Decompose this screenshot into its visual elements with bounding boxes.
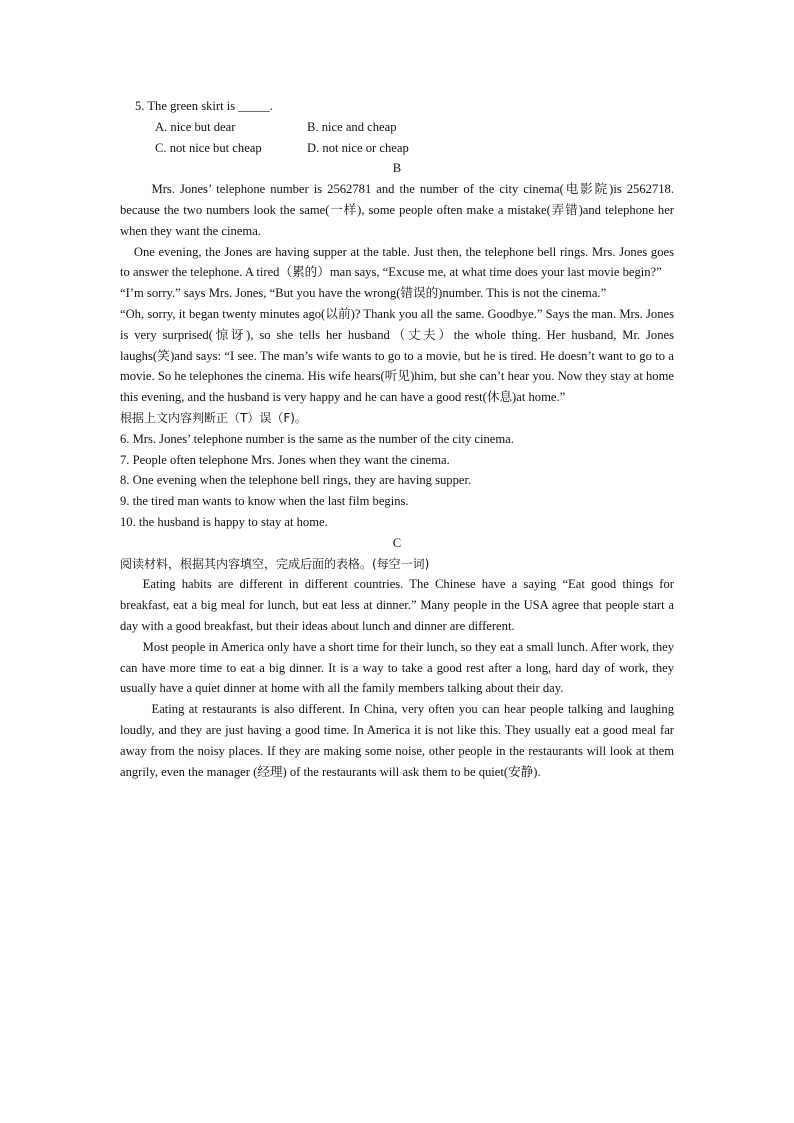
- section-c-instruction: 阅读材料，根据其内容填空，完成后面的表格。(每空一词): [120, 556, 430, 571]
- worksheet-content: [120, 96, 674, 782]
- option-c: C. not nice but cheap: [155, 140, 262, 155]
- option-a: A. nice but dear: [155, 119, 236, 134]
- question-5-stem: 5. The green skirt is _____.: [135, 99, 273, 113]
- true-false-statement: 10. the husband is happy to stay at home.: [120, 514, 328, 529]
- true-false-statement: 8. One evening when the telephone bell rings, they are having supper.: [120, 473, 472, 488]
- section-b-paragraph: “Oh, sorry, it began twenty minutes ago(以前)? Thank you all the same. Goodbye.” Says the man. Mrs. Jones is very surprised(惊讶), so she tells her husband（丈夫）the whole thing. Her husband, Mr. Jones laughs(笑)and says: “I see. The man’s wife wants to go to a movie, but he is tired. He doesn’t want to go to a movie. So he telephones the cinema. His wife hears(听见)him, but she can’t hear you. Now they stay at home this evening, and the husband is very happy and he can have a good rest(休息)at home.”: [120, 306, 674, 405]
- section-c-paragraph: Eating habits are different in different countries. The Chinese have a saying “Eat good things for breakfast, eat a big meal for lunch, but eat less at dinner.” Many people in the USA agree that people start a day with a good breakfast, but their ideas about lunch and dinner are different.: [120, 577, 674, 633]
- true-false-statement: 6. Mrs. Jones’ telephone number is the same as the number of the city cinema.: [120, 431, 514, 446]
- section-b-paragraph: One evening, the Jones are having supper at the table. Just then, the telephone bell rings. Mrs. Jones goes to answer the telephone. A tired（累的）man says, “Excuse me, at what time does your last movie begin?”: [120, 244, 674, 280]
- section-b-paragraph: Mrs. Jones’ telephone number is 2562781 and the number of the city cinema(电影院)is 2562718. because the two numbers look the same(一样), some people often make a mistake(弄错)and telephone her when they want the cinema.: [120, 182, 674, 238]
- true-false-statement: 7. People often telephone Mrs. Jones when they want the cinema.: [120, 452, 450, 467]
- question-5-options-row-2: [120, 138, 674, 159]
- section-c-heading: C: [392, 535, 402, 550]
- option-d: D. not nice or cheap: [307, 140, 409, 155]
- true-false-statement: 9. the tired man wants to know when the last film begins.: [120, 494, 409, 509]
- section-b-instruction: 根据上文内容判断正（T）误（F)。: [120, 410, 307, 425]
- section-c-paragraph: Eating at restaurants is also different. In China, very often you can hear people talking and laughing loudly, and they are just having a good time. In America it is not like this. They usually eat a good meal far away from the noisy places. If they are making some noise, other people in the restaurants will look at them angrily, even the manager (经理) of the restaurants will ask them to be quiet(安静).: [120, 702, 674, 779]
- section-c-paragraph: Most people in America only have a short time for their lunch, so they eat a small lunch. After work, they can have more time to eat a big dinner. It is a way to take a good rest after a long, hard day of work, they usually have a quiet dinner at home with all the family members talking about their day.: [120, 639, 674, 696]
- option-b: B. nice and cheap: [307, 119, 397, 134]
- question-5-options-row-1: [120, 117, 674, 138]
- section-b-heading: B: [392, 161, 402, 176]
- section-b-paragraph: “I’m sorry.” says Mrs. Jones, “But you have the wrong(错误的)number. This is not the cinema.”: [120, 286, 607, 301]
